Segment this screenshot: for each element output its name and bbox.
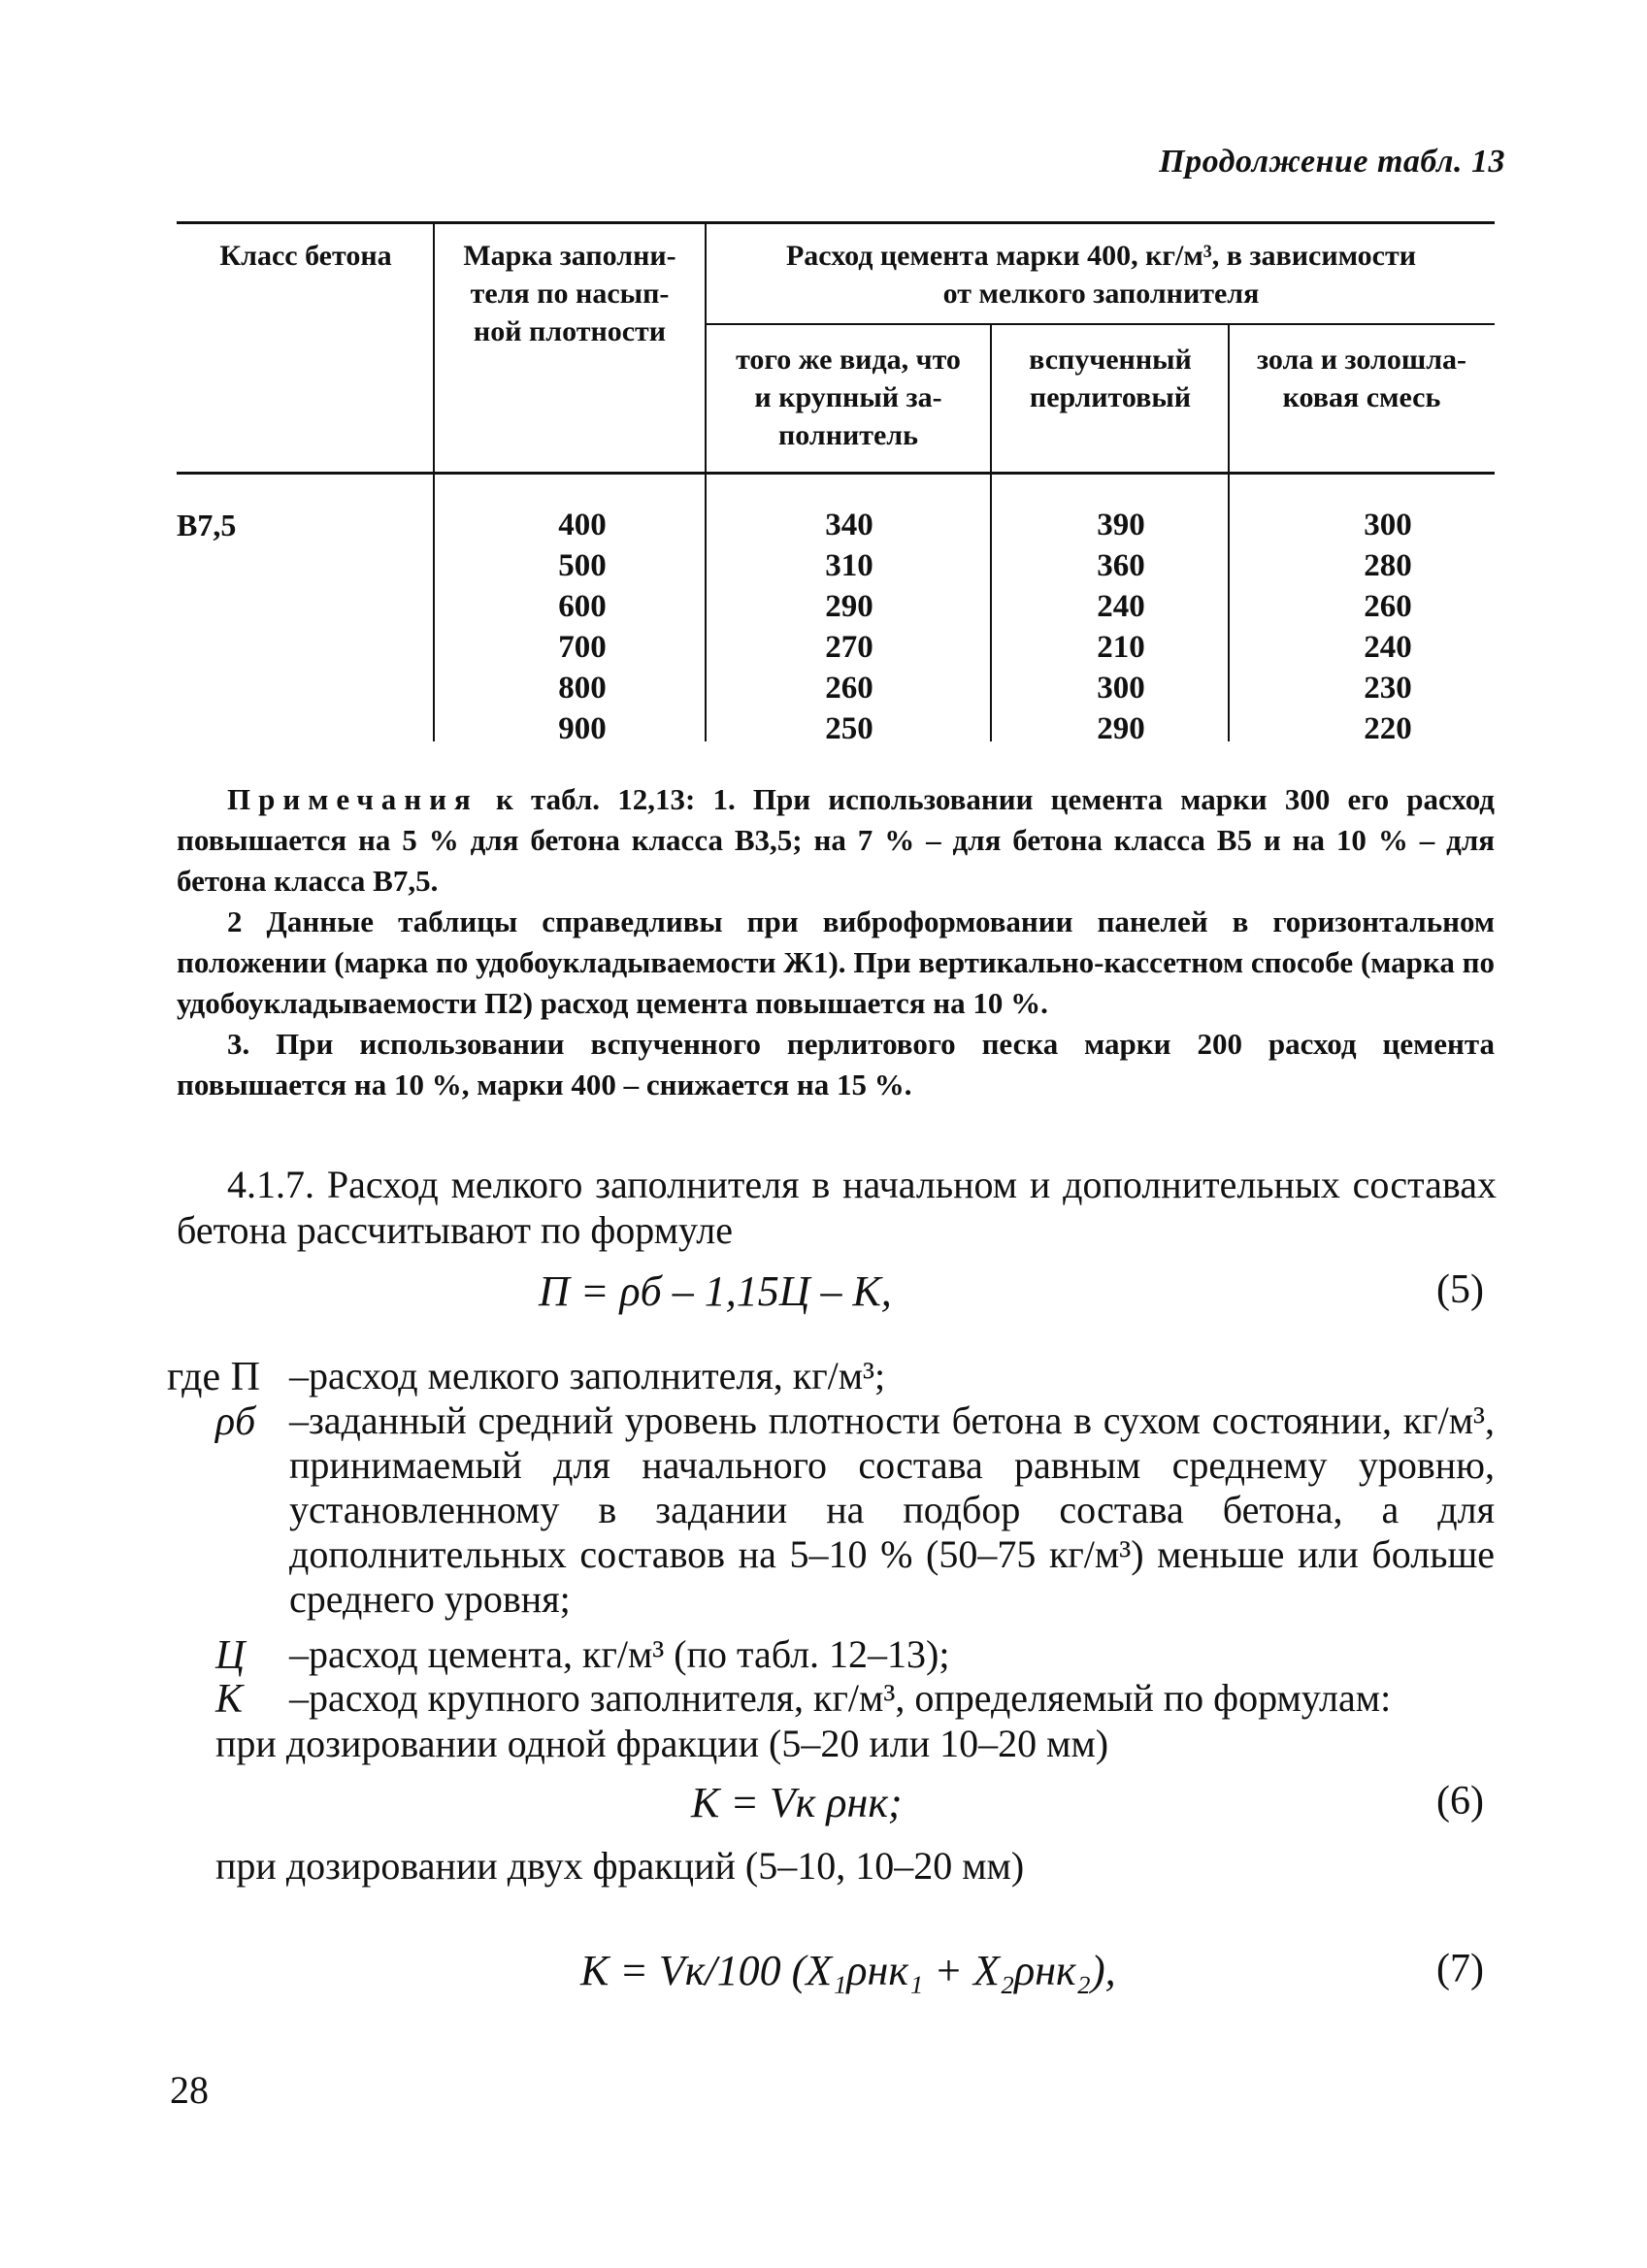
- perlite-column: 390 360 240 210 300 290: [1097, 508, 1145, 746]
- term-density: ρб: [215, 1399, 256, 1444]
- equation-number-6: (6): [1436, 1779, 1484, 1824]
- table-notes: [177, 779, 1495, 1105]
- vline-1: [433, 221, 435, 741]
- header-concrete-class: Класс бетона: [219, 240, 392, 272]
- equation-number-7: (7): [1436, 1947, 1484, 1991]
- note-3: 3. При использовании вспученного перлитового песка марки 200 расход цемента повышается на 10 %, марки 400 – снижается на 15 %.: [177, 1027, 1495, 1101]
- def-small-aggregate: –расход мелкого заполнителя, кг/м³;: [289, 1354, 886, 1397]
- where-label: где П: [167, 1355, 260, 1399]
- formula-7: К = Vк/100 (X₁ρнк₁ + X₂ρнк₂),: [580, 1947, 1116, 1994]
- header-aggregate-mark: Марка заполни- теля по насып- ной плотности: [463, 240, 676, 347]
- formula-6: К = Vк ρнк;: [691, 1779, 903, 1826]
- term-coarse: К: [215, 1677, 243, 1722]
- ash-column: 300 280 260 240 230 220: [1364, 508, 1412, 746]
- def-cement: –расход цемента, кг/м³ (по табл. 12–13);: [289, 1632, 950, 1676]
- header-ash: зола и золошла- ковая смесь: [1256, 344, 1467, 413]
- note-1: [177, 779, 1495, 902]
- def-coarse: –расход крупного заполнителя, кг/м³, определяемый по формулам:: [289, 1676, 1392, 1720]
- section-paragraph: [177, 1162, 1497, 1253]
- same-aggregate-column: 340 310 290 270 260 250: [825, 508, 873, 746]
- def-density: –заданный средний уровень плотности бетона в сухом состоянии, кг/м³, принимаемый для начального состава равным среднему уровню, установленному в задании на подбор состава бетона, а для дополнительных составов на 5–10 % (50–75 кг/м³) меньше или больше среднего уровня;: [289, 1398, 1495, 1621]
- vline-4: [1228, 323, 1230, 741]
- note-1-text: к табл. 12,13: 1. При использовании цемента марки 300 его расход повышается на 5 % для бетона класса В3,5; на 7 % – для бетона класса В5 и на 10 % – для бетона класса В7,5.: [177, 782, 1495, 898]
- term-cement: Ц: [215, 1633, 246, 1678]
- header-same-aggregate: того же вида, что и крупный за- полнитель: [736, 344, 961, 451]
- header-perlite: вспученный перлитовый: [1029, 344, 1192, 413]
- notes-prefix: Примечания: [227, 782, 478, 816]
- note-2: 2 Данные таблицы справедливы при виброформовании панелей в горизонтальном положении (марка по удобоукладываемости Ж1). При вертикально-кассетном способе (марка по удобоукладываемости П2) расход цемента повышается на 10 %.: [177, 904, 1495, 1020]
- subheader-rule: [706, 323, 1495, 325]
- formula-5: П = ρб – 1,15Ц – К,: [539, 1267, 892, 1315]
- vline-3: [990, 323, 992, 741]
- two-fraction-text: при дозировании двух фракций (5–10, 10–20 мм): [215, 1844, 1025, 1888]
- table-top-rule: [177, 221, 1495, 224]
- concrete-class-cell: В7,5: [177, 508, 237, 542]
- vline-2: [705, 221, 707, 741]
- page-number: 28: [170, 2068, 209, 2112]
- marks-column: 400 500 600 700 800 900: [558, 508, 607, 746]
- one-fraction-text: при дозировании одной фракции (5–20 или 10–20 мм): [215, 1722, 1109, 1765]
- header-cement-consumption: Расход цемента марки 400, кг/м³, в зависимости от мелкого заполнителя: [785, 240, 1417, 310]
- para-4-1-7: 4.1.7. Расход мелкого заполнителя в начальном и дополнительных составах бетона рассчитывают по формуле: [177, 1163, 1497, 1252]
- continuation-label: Продолжение табл. 13: [1159, 144, 1505, 180]
- equation-number-5: (5): [1436, 1267, 1484, 1312]
- header-bottom-rule: [177, 472, 1495, 475]
